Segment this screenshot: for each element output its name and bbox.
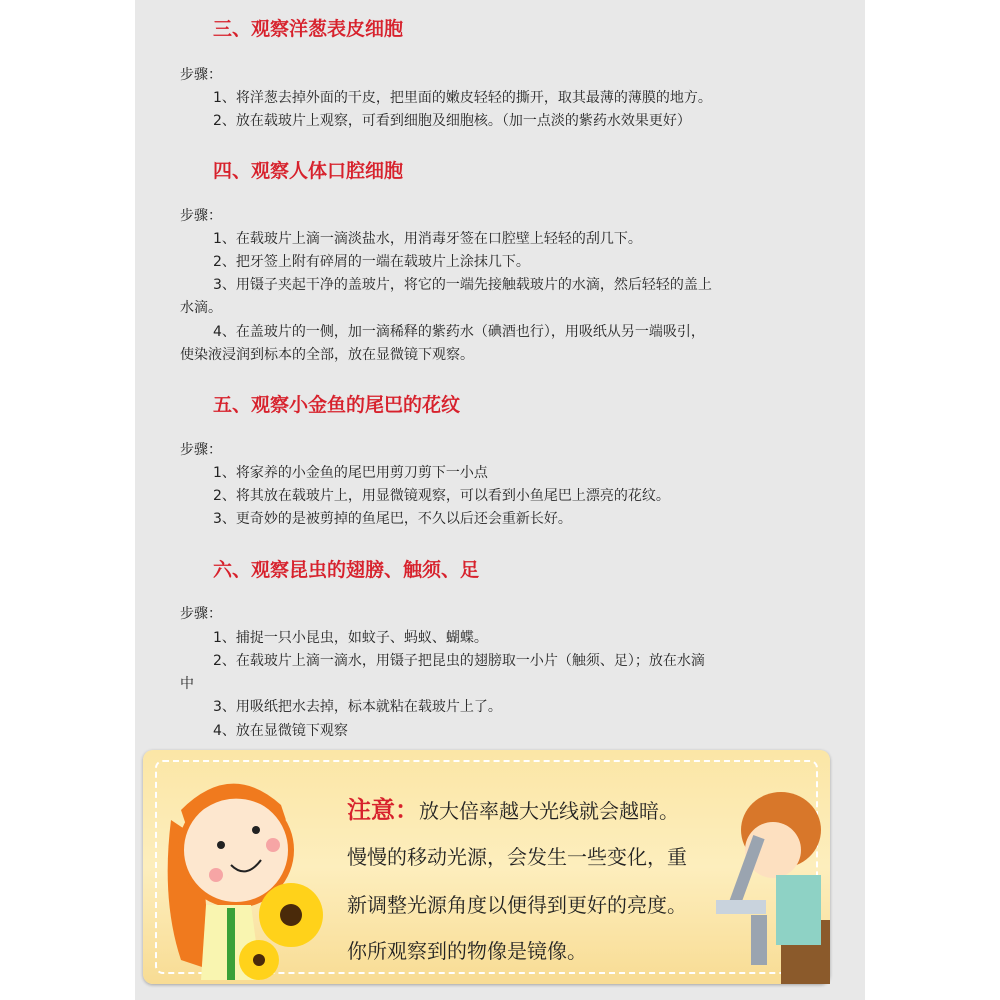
girl-with-sunflower-illustration (151, 780, 341, 980)
step-line: 3、用镊子夹起干净的盖玻片，将它的一端先接触载玻片的水滴，然后轻轻的盖上 (213, 277, 712, 293)
step-line: 1、将洋葱去掉外面的干皮，把里面的嫩皮轻轻的撕开，取其最薄的薄膜的地方。 (213, 90, 712, 106)
notice-text: 放大倍率越大光线就会越暗。 (419, 799, 679, 823)
notice-line: 新调整光源角度以便得到更好的亮度。 (347, 893, 687, 917)
notice-line: 你所观察到的物像是镜像。 (347, 939, 587, 963)
step-line: 2、将其放在载玻片上，用显微镜观察，可以看到小鱼尾巴上漂亮的花纹。 (213, 488, 670, 504)
steps-label: 步骤： (180, 208, 222, 224)
step-line: 3、用吸纸把水去掉，标本就粘在载玻片上了。 (213, 699, 502, 715)
step-line: 4、在盖玻片的一侧，加一滴稀释的紫药水（碘酒也行），用吸纸从另一端吸引， (213, 324, 705, 340)
step-line: 2、在载玻片上滴一滴水，用镊子把昆虫的翅膀取一小片（触须、足）；放在水滴 (213, 653, 705, 669)
section-heading: 五、观察小金鱼的尾巴的花纹 (213, 394, 461, 416)
section-heading: 四、观察人体口腔细胞 (213, 160, 404, 182)
step-line: 水滴。 (180, 300, 222, 316)
step-line: 1、将家养的小金鱼的尾巴用剪刀剪下一小点 (213, 465, 488, 481)
section-heading: 三、观察洋葱表皮细胞 (213, 18, 404, 40)
step-line: 中 (180, 676, 194, 692)
boy-with-microscope-illustration (701, 780, 830, 984)
step-line: 2、放在载玻片上观察，可看到细胞及细胞核。（加一点淡的紫药水效果更好） (213, 113, 691, 129)
notice-line (347, 790, 679, 825)
step-line: 4、放在显微镜下观察 (213, 723, 348, 739)
steps-label: 步骤： (180, 67, 222, 83)
notice-line: 慢慢的移动光源，会发生一些变化，重 (347, 845, 687, 869)
step-line: 1、在载玻片上滴一滴淡盐水，用消毒牙签在口腔壁上轻轻的刮几下。 (213, 231, 642, 247)
notice-box (143, 750, 830, 984)
section-heading: 六、观察昆虫的翅膀、触须、足 (213, 559, 480, 581)
step-line: 使染液浸润到标本的全部，放在显微镜下观察。 (180, 347, 474, 363)
notice-label: 注意： (347, 796, 419, 824)
step-line: 1、捕捉一只小昆虫，如蚊子、蚂蚁、蝴蝶。 (213, 630, 488, 646)
step-line: 2、把牙签上附有碎屑的一端在载玻片上涂抹几下。 (213, 254, 530, 270)
step-line: 3、更奇妙的是被剪掉的鱼尾巴，不久以后还会重新长好。 (213, 511, 572, 527)
steps-label: 步骤： (180, 606, 222, 622)
steps-label: 步骤： (180, 442, 222, 458)
